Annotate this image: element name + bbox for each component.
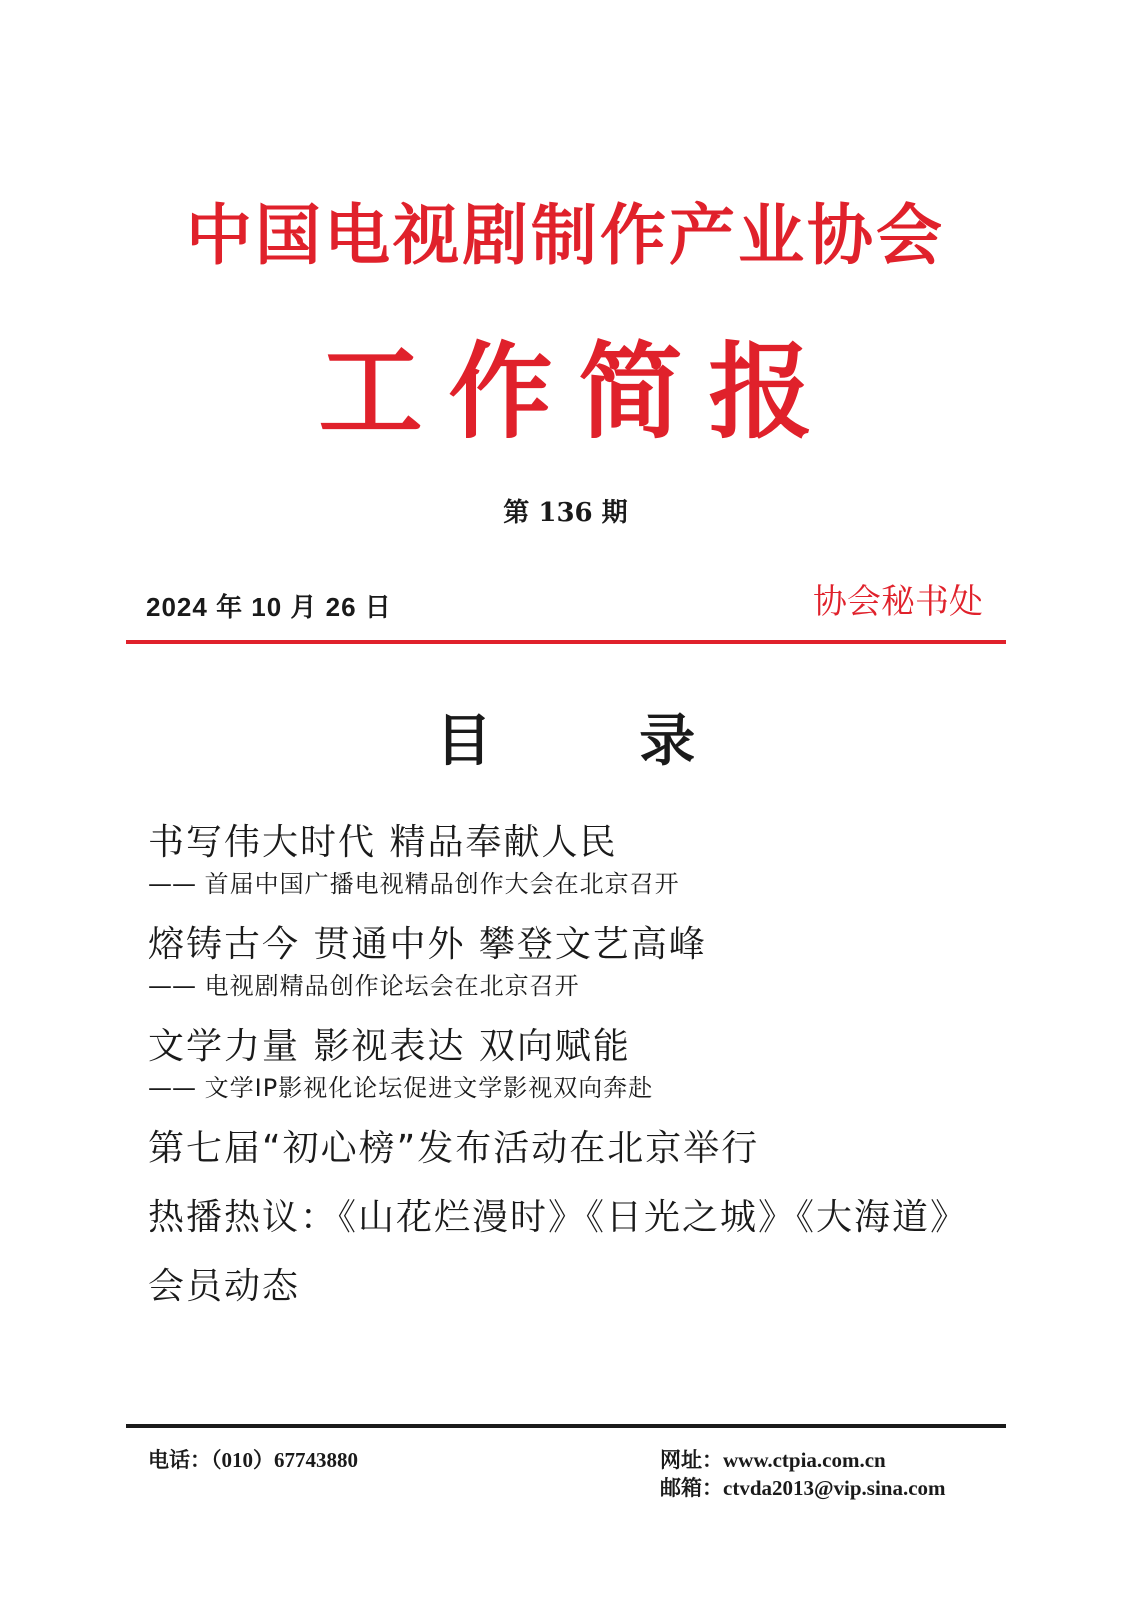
organization-name: 中国电视剧制作产业协会 <box>186 196 945 274</box>
website-url[interactable]: www.ctpia.com.cn <box>723 1448 886 1472</box>
header-divider <box>126 640 1006 644</box>
issuer-office: 协会秘书处 <box>813 582 983 622</box>
footer-email <box>660 1474 946 1502</box>
toc-item-subtitle-text: 电视剧精品创作论坛会在北京召开 <box>204 971 580 1000</box>
footer-divider <box>126 1424 1006 1428</box>
toc-item-subtitle <box>148 1073 988 1104</box>
issue-number: 第 136 期 <box>503 498 628 528</box>
subtitle-dash: —— <box>148 869 196 898</box>
subtitle-dash: —— <box>148 1073 196 1102</box>
subtitle-dash: —— <box>148 971 196 1000</box>
toc-item <box>148 922 988 1002</box>
toc-item-subtitle-text: 首届中国广播电视精品创作大会在北京召开 <box>204 869 680 898</box>
toc-item-subtitle-text: 文学IP影视化论坛促进文学影视双向奔赴 <box>204 1073 654 1102</box>
email-address[interactable]: ctvda2013@vip.sina.com <box>723 1476 946 1500</box>
toc-item-title: 热播热议：《山花烂漫时》《日光之城》《大海道》 <box>148 1196 969 1238</box>
toc-item <box>148 1024 988 1104</box>
website-label: 网址： <box>660 1447 723 1472</box>
issue-date: 2024 年 10 月 26 日 <box>146 592 392 622</box>
table-of-contents <box>148 820 988 1310</box>
toc-item-title: 熔铸古今 贯通中外 攀登文艺高峰 <box>148 923 707 965</box>
toc-item <box>148 1126 988 1173</box>
toc-item <box>148 1264 988 1311</box>
toc-item <box>148 1195 988 1242</box>
toc-item-title: 文学力量 影视表达 双向赋能 <box>148 1025 631 1067</box>
toc-item-title: 书写伟大时代 精品奉献人民 <box>148 822 618 863</box>
footer-phone <box>148 1446 358 1474</box>
phone-number: （010）67743880 <box>211 1448 358 1472</box>
toc-heading: 目 录 <box>435 708 760 774</box>
email-label: 邮箱： <box>660 1475 723 1500</box>
phone-label: 电话： <box>148 1447 211 1472</box>
toc-item <box>148 820 988 900</box>
toc-item-subtitle <box>148 869 988 900</box>
toc-item-subtitle <box>148 971 988 1002</box>
footer-website <box>660 1446 886 1474</box>
toc-item-title: 会员动态 <box>148 1265 301 1307</box>
toc-item-title: 第七届“初心榜”发布活动在北京举行 <box>148 1127 760 1169</box>
bulletin-title: 工作简报 <box>318 330 839 453</box>
